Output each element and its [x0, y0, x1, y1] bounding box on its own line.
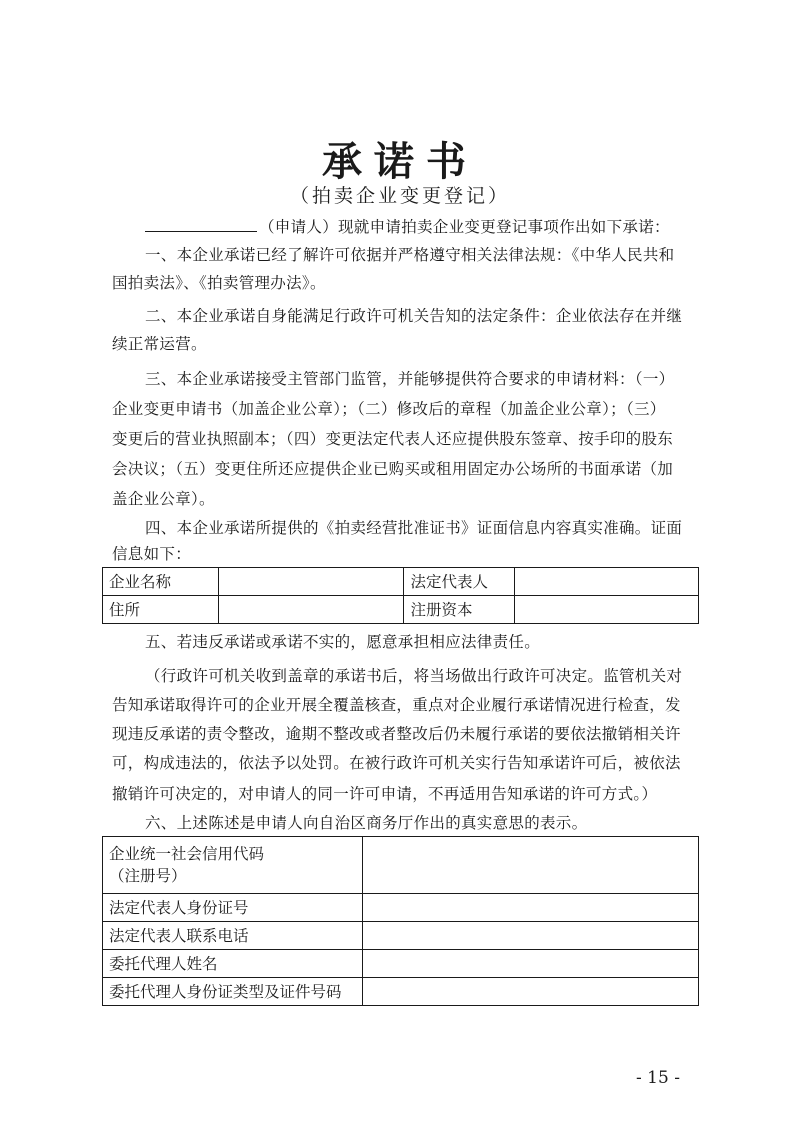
clause-1-line-2: 国拍卖法》、《拍卖管理办法》。	[112, 274, 326, 292]
registered-capital-value[interactable]	[515, 596, 699, 624]
credit-code-label-line-2: （注册号）	[109, 867, 187, 885]
note-line-4: 可，构成违法的，依法予以处罚。在被行政许可机关实行告知承诺许可后，被依法	[112, 754, 681, 772]
clause-3-line-4: 会决议；（五）变更住所还应提供企业已购买或租用固定办公场所的书面承诺（加	[112, 460, 674, 478]
agent-id-value[interactable]	[362, 978, 698, 1006]
company-name-value[interactable]	[218, 568, 404, 596]
table-row	[103, 978, 699, 1006]
clause-3-line-3: 变更后的营业执照副本；（四）变更法定代表人还应提供股东签章、按手印的股东	[112, 430, 674, 448]
clause-4-line-1: 四、本企业承诺所提供的《拍卖经营批准证书》证面信息内容真实准确。证面	[145, 519, 683, 537]
license-info-table	[102, 567, 699, 624]
table-row	[103, 596, 699, 624]
intro-text: （申请人）现就申请拍卖企业变更登记事项作出如下承诺：	[259, 218, 670, 236]
clause-4-line-2: 信息如下：	[112, 545, 192, 563]
page-number: - 15 -	[636, 1068, 680, 1088]
company-name-label: 企业名称	[103, 568, 219, 596]
legal-rep-phone-label: 法定代表人联系电话	[103, 922, 363, 950]
clause-3-line-1: 三、本企业承诺接受主管部门监管，并能够提供符合要求的申请材料：（一）	[145, 370, 675, 388]
applicant-blank[interactable]	[145, 217, 257, 232]
agent-name-value[interactable]	[362, 950, 698, 978]
address-label: 住所	[103, 596, 219, 624]
agent-name-label: 委托代理人姓名	[103, 950, 363, 978]
page-subtitle: （拍卖企业变更登记）	[289, 185, 510, 207]
table-row	[103, 922, 699, 950]
legal-representative-value[interactable]	[515, 568, 699, 596]
agent-id-label: 委托代理人身份证类型及证件号码	[103, 978, 363, 1006]
table-row	[103, 837, 699, 894]
table-row	[103, 894, 699, 922]
table-row	[103, 950, 699, 978]
legal-rep-phone-value[interactable]	[362, 922, 698, 950]
table-row	[103, 568, 699, 596]
registered-capital-label: 注册资本	[404, 596, 515, 624]
credit-code-label-line-1: 企业统一社会信用代码	[109, 845, 265, 863]
credit-code-value[interactable]	[362, 837, 698, 894]
note-line-1: （行政许可机关收到盖章的承诺书后，将当场做出行政许可决定。监管机关对	[145, 667, 683, 685]
clause-1-line-1: 一、本企业承诺已经了解许可依据并严格遵守相关法律法规：《中华人民共和	[145, 246, 675, 264]
legal-rep-id-label: 法定代表人身份证号	[103, 894, 363, 922]
page-title: 承诺书	[322, 138, 478, 185]
note-line-5: 撤销许可决定的，对申请人的同一许可申请，不再适用告知承诺的许可方式。）	[112, 785, 658, 803]
credit-code-label	[103, 837, 363, 894]
clause-3-line-2: 企业变更申请书（加盖企业公章）；（二）修改后的章程（加盖企业公章）；（三）	[112, 400, 666, 418]
clause-3-line-5: 盖企业公章）。	[112, 490, 215, 508]
address-value[interactable]	[218, 596, 404, 624]
intro-line	[145, 216, 702, 238]
clause-6: 六、上述陈述是申请人向自治区商务厅作出的真实意思的表示。	[145, 814, 588, 832]
note-line-3: 现违反承诺的责令整改，逾期不整改或者整改后仍未履行承诺的要依法撤销相关许	[112, 725, 681, 743]
note-line-2: 告知承诺取得许可的企业开展全覆盖核查，重点对企业履行承诺情况进行检查，发	[112, 696, 681, 714]
clause-5: 五、若违反承诺或承诺不实的，愿意承担相应法律责任。	[145, 633, 541, 651]
clause-2-line-2: 续正常运营。	[112, 335, 207, 353]
legal-rep-id-value[interactable]	[362, 894, 698, 922]
applicant-info-table	[102, 836, 699, 1006]
clause-2-line-1: 二、本企业承诺自身能满足行政许可机关告知的法定条件：企业依法存在并继	[145, 307, 683, 325]
legal-representative-label: 法定代表人	[404, 568, 515, 596]
